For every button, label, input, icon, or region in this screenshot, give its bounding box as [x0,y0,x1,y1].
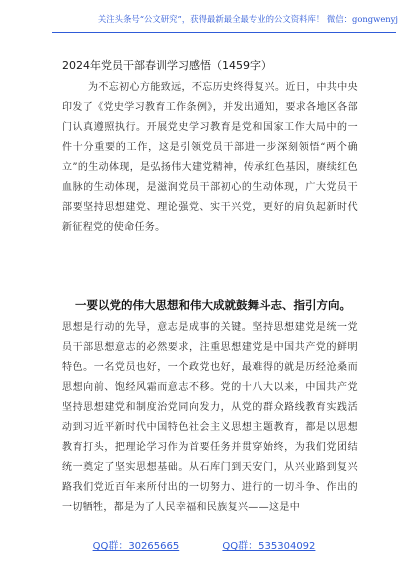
paragraph-intro: 为不忘初心方能致远，不忘历史终得复兴。近日，中共中央印发了《党史学习教育工作条例》，并发出通知，要求各地区各部门认真遵照执行。开展党史学习教育是党和国家工作大局中的一件十分重要的工作，这是引领党员干部进一步深刻领悟“两个确立”的生动体现，是弘扬伟大建党精神，传承红色基因，赓续红色血脉的生动体现，是滋润党员干部初心的生动体现，广大党员干部要坚持思想建党、理论强党、实干兴党，更好的肩负起新时代新征程党的使命任务。 [62,82,358,233]
header-divider [52,32,396,33]
qq-group-link-2[interactable]: QQ群：535304092 [222,541,316,552]
section-heading: 一要以党的伟大思想和伟大成就鼓舞斗志、指引方向。 [75,298,351,312]
footer [0,537,408,552]
qq-group-link-1[interactable]: QQ群：30265665 [92,541,180,552]
header-note: 关注头条号“公文研究”，获得最新最全最专业的公文资料库！ 微信：gongwenyj [97,14,398,24]
paragraph-body: 思想是行动的先导，意志是成事的关键。坚持思想建党是统一党员干部思想意志的必然要求，注重思想建党是中国共产党的鲜明特色。一名党员也好，一个政党也好，最难得的就是历经沧桑而思想向前、饱经风霜而意志不移。党的十八大以来，中国共产党坚持思想建党和制度治党同向发力，从党的群众路线教育实践活动到习近平新时代中国特色社会主义思想主题教育，都是以思想教育打头，把理论学习作为首要任务并贯穿始终，为我们党团结统一奠定了坚实思想基础。从石库门到天安门，从兴业路到复兴路我们党近百年来所付出的一切努力、进行的一切斗争、作出的一切牺牲，都是为了人民幸福和民族复兴——这是中 [62,322,358,513]
document-title: 2024年党员干部春训学习感悟（1459字） [62,59,272,72]
